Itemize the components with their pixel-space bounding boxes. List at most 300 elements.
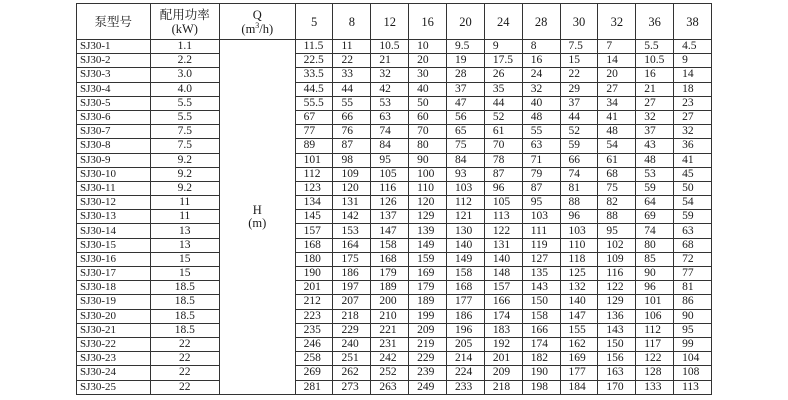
head-value-cell: 168 xyxy=(295,238,333,252)
head-value-cell: 90 xyxy=(636,267,674,281)
table-row xyxy=(77,40,712,54)
power-cell: 15 xyxy=(150,267,219,281)
head-value-cell: 105 xyxy=(484,196,522,210)
power-cell: 5.5 xyxy=(150,96,219,110)
pump-model-cell: SJ30-25 xyxy=(77,380,151,394)
head-value-cell: 100 xyxy=(409,167,447,181)
head-value-cell: 27 xyxy=(636,96,674,110)
head-value-cell: 111 xyxy=(522,224,560,238)
head-value-cell: 218 xyxy=(484,380,522,394)
head-value-cell: 10.5 xyxy=(371,40,409,54)
head-value-cell: 105 xyxy=(371,167,409,181)
head-value-cell: 189 xyxy=(371,281,409,295)
power-cell: 22 xyxy=(150,380,219,394)
head-value-cell: 81 xyxy=(560,181,598,195)
head-value-cell: 212 xyxy=(295,295,333,309)
head-value-cell: 34 xyxy=(598,96,636,110)
head-value-cell: 184 xyxy=(560,380,598,394)
table-row xyxy=(77,181,712,195)
head-value-cell: 273 xyxy=(333,380,371,394)
pump-model-cell: SJ30-18 xyxy=(77,281,151,295)
head-value-cell: 17.5 xyxy=(484,54,522,68)
head-value-cell: 153 xyxy=(333,224,371,238)
head-value-cell: 101 xyxy=(636,295,674,309)
head-value-cell: 128 xyxy=(636,366,674,380)
head-value-cell: 20 xyxy=(409,54,447,68)
pump-model-cell: SJ30-11 xyxy=(77,181,151,195)
head-value-cell: 112 xyxy=(636,323,674,337)
head-value-cell: 246 xyxy=(295,337,333,351)
head-value-cell: 89 xyxy=(295,139,333,153)
power-cell: 13 xyxy=(150,224,219,238)
head-value-cell: 281 xyxy=(295,380,333,394)
head-value-cell: 129 xyxy=(409,210,447,224)
head-value-cell: 209 xyxy=(484,366,522,380)
table-row xyxy=(77,125,712,139)
head-value-cell: 269 xyxy=(295,366,333,380)
head-value-cell: 104 xyxy=(674,352,712,366)
head-value-cell: 55 xyxy=(333,96,371,110)
head-value-cell: 80 xyxy=(409,139,447,153)
head-value-cell: 169 xyxy=(409,267,447,281)
power-cell: 9.2 xyxy=(150,181,219,195)
head-value-cell: 168 xyxy=(371,252,409,266)
head-value-cell: 103 xyxy=(447,181,485,195)
flow-value-header: 12 xyxy=(371,4,409,40)
head-unit: (m) xyxy=(248,215,267,230)
head-value-cell: 148 xyxy=(484,267,522,281)
power-cell: 9.2 xyxy=(150,153,219,167)
head-value-cell: 40 xyxy=(522,96,560,110)
flow-value-header: 16 xyxy=(409,4,447,40)
head-value-cell: 166 xyxy=(522,323,560,337)
head-value-cell: 192 xyxy=(484,337,522,351)
head-value-cell: 65 xyxy=(447,125,485,139)
head-value-cell: 50 xyxy=(674,181,712,195)
head-value-cell: 64 xyxy=(636,196,674,210)
head-value-cell: 117 xyxy=(636,337,674,351)
head-value-cell: 79 xyxy=(522,167,560,181)
head-value-cell: 63 xyxy=(371,110,409,124)
table-body xyxy=(77,40,712,395)
head-value-cell: 258 xyxy=(295,352,333,366)
head-value-cell: 53 xyxy=(371,96,409,110)
power-cell: 22 xyxy=(150,366,219,380)
head-value-cell: 50 xyxy=(409,96,447,110)
head-value-cell: 66 xyxy=(560,153,598,167)
flow-header-unit xyxy=(220,22,295,36)
head-value-cell: 85 xyxy=(636,252,674,266)
head-value-cell: 199 xyxy=(409,309,447,323)
head-value-cell: 150 xyxy=(598,337,636,351)
head-value-cell: 96 xyxy=(636,281,674,295)
power-cell: 2.2 xyxy=(150,54,219,68)
pump-model-cell: SJ30-3 xyxy=(77,68,151,82)
head-value-cell: 37 xyxy=(636,125,674,139)
head-value-cell: 27 xyxy=(674,110,712,124)
head-value-cell: 48 xyxy=(636,153,674,167)
head-value-cell: 180 xyxy=(295,252,333,266)
pump-model-cell: SJ30-23 xyxy=(77,352,151,366)
head-value-cell: 123 xyxy=(295,181,333,195)
head-value-cell: 41 xyxy=(598,110,636,124)
head-value-cell: 135 xyxy=(522,267,560,281)
head-value-cell: 218 xyxy=(333,309,371,323)
head-value-cell: 169 xyxy=(560,352,598,366)
head-value-cell: 112 xyxy=(295,167,333,181)
head-value-cell: 77 xyxy=(674,267,712,281)
head-value-cell: 242 xyxy=(371,352,409,366)
pump-model-cell: SJ30-16 xyxy=(77,252,151,266)
head-value-cell: 44 xyxy=(484,96,522,110)
head-value-cell: 44 xyxy=(333,82,371,96)
head-value-cell: 177 xyxy=(447,295,485,309)
head-value-cell: 186 xyxy=(447,309,485,323)
head-value-cell: 75 xyxy=(447,139,485,153)
head-value-cell: 136 xyxy=(598,309,636,323)
head-value-cell: 158 xyxy=(522,309,560,323)
head-value-cell: 166 xyxy=(484,295,522,309)
head-value-cell: 19 xyxy=(447,54,485,68)
head-value-cell: 190 xyxy=(295,267,333,281)
head-value-cell: 162 xyxy=(560,337,598,351)
flow-value-header: 32 xyxy=(598,4,636,40)
head-value-cell: 86 xyxy=(674,295,712,309)
head-value-cell: 163 xyxy=(598,366,636,380)
head-value-cell: 59 xyxy=(674,210,712,224)
flow-unit-open: (m xyxy=(241,21,256,36)
head-value-cell: 189 xyxy=(409,295,447,309)
table-row xyxy=(77,167,712,181)
head-value-cell: 262 xyxy=(333,366,371,380)
head-value-cell: 122 xyxy=(636,352,674,366)
power-cell: 7.5 xyxy=(150,139,219,153)
head-value-cell: 40 xyxy=(409,82,447,96)
head-value-cell: 77 xyxy=(295,125,333,139)
power-cell: 11 xyxy=(150,196,219,210)
head-value-cell: 186 xyxy=(333,267,371,281)
head-value-cell: 134 xyxy=(295,196,333,210)
head-value-cell: 174 xyxy=(522,337,560,351)
head-value-cell: 110 xyxy=(560,238,598,252)
pump-model-cell: SJ30-22 xyxy=(77,337,151,351)
head-value-cell: 177 xyxy=(560,366,598,380)
head-value-cell: 201 xyxy=(295,281,333,295)
head-value-cell: 16 xyxy=(636,68,674,82)
head-value-cell: 61 xyxy=(484,125,522,139)
head-value-cell: 235 xyxy=(295,323,333,337)
head-value-cell: 22.5 xyxy=(295,54,333,68)
head-value-cell: 81 xyxy=(674,281,712,295)
head-value-cell: 219 xyxy=(409,337,447,351)
head-value-cell: 158 xyxy=(447,267,485,281)
pump-model-cell: SJ30-10 xyxy=(77,167,151,181)
head-value-cell: 116 xyxy=(371,181,409,195)
head-value-cell: 147 xyxy=(371,224,409,238)
head-value-cell: 133 xyxy=(636,380,674,394)
head-value-cell: 190 xyxy=(522,366,560,380)
head-value-cell: 84 xyxy=(447,153,485,167)
head-value-cell: 56 xyxy=(447,110,485,124)
head-value-cell: 95 xyxy=(522,196,560,210)
head-value-cell: 158 xyxy=(371,238,409,252)
head-value-cell: 197 xyxy=(333,281,371,295)
pump-model-cell: SJ30-9 xyxy=(77,153,151,167)
head-value-cell: 90 xyxy=(409,153,447,167)
head-value-cell: 240 xyxy=(333,337,371,351)
head-value-cell: 170 xyxy=(598,380,636,394)
head-value-cell: 52 xyxy=(560,125,598,139)
head-value-cell: 9 xyxy=(484,40,522,54)
head-value-cell: 54 xyxy=(674,196,712,210)
head-value-cell: 14 xyxy=(598,54,636,68)
table-row xyxy=(77,337,712,351)
head-value-cell: 109 xyxy=(333,167,371,181)
head-value-cell: 103 xyxy=(560,224,598,238)
head-value-cell: 130 xyxy=(447,224,485,238)
head-value-cell: 67 xyxy=(295,110,333,124)
head-value-cell: 78 xyxy=(484,153,522,167)
head-value-cell: 4.5 xyxy=(674,40,712,54)
head-value-cell: 10.5 xyxy=(636,54,674,68)
head-value-cell: 159 xyxy=(409,252,447,266)
head-value-cell: 21 xyxy=(636,82,674,96)
head-value-cell: 36 xyxy=(674,139,712,153)
head-value-cell: 182 xyxy=(522,352,560,366)
head-value-cell: 69 xyxy=(636,210,674,224)
head-value-cell: 99 xyxy=(674,337,712,351)
table-row xyxy=(77,295,712,309)
head-value-cell: 16 xyxy=(522,54,560,68)
head-value-cell: 209 xyxy=(409,323,447,337)
head-value-cell: 93 xyxy=(447,167,485,181)
head-value-cell: 42 xyxy=(371,82,409,96)
head-value-cell: 32 xyxy=(371,68,409,82)
head-value-cell: 74 xyxy=(560,167,598,181)
table-row xyxy=(77,252,712,266)
head-value-cell: 140 xyxy=(560,295,598,309)
head-value-cell: 44.5 xyxy=(295,82,333,96)
pump-model-cell: SJ30-12 xyxy=(77,196,151,210)
head-value-cell: 175 xyxy=(333,252,371,266)
head-value-cell: 32 xyxy=(674,125,712,139)
head-value-cell: 122 xyxy=(598,281,636,295)
head-value-cell: 157 xyxy=(484,281,522,295)
head-value-cell: 41 xyxy=(674,153,712,167)
head-value-cell: 70 xyxy=(484,139,522,153)
head-value-cell: 150 xyxy=(522,295,560,309)
head-value-cell: 98 xyxy=(333,153,371,167)
head-value-cell: 101 xyxy=(295,153,333,167)
head-value-cell: 11 xyxy=(333,40,371,54)
head-value-cell: 119 xyxy=(522,238,560,252)
head-value-cell: 70 xyxy=(409,125,447,139)
head-value-cell: 60 xyxy=(409,110,447,124)
power-cell: 15 xyxy=(150,252,219,266)
power-cell: 4.0 xyxy=(150,82,219,96)
head-value-cell: 125 xyxy=(560,267,598,281)
head-value-cell: 198 xyxy=(522,380,560,394)
head-value-cell: 196 xyxy=(447,323,485,337)
head-value-cell: 132 xyxy=(560,281,598,295)
pump-model-cell: SJ30-7 xyxy=(77,125,151,139)
head-value-cell: 120 xyxy=(409,196,447,210)
head-value-cell: 109 xyxy=(598,252,636,266)
head-value-cell: 82 xyxy=(598,196,636,210)
head-value-cell: 251 xyxy=(333,352,371,366)
head-value-cell: 221 xyxy=(371,323,409,337)
head-value-cell: 59 xyxy=(636,181,674,195)
head-value-cell: 22 xyxy=(560,68,598,82)
power-header xyxy=(150,4,219,40)
pump-model-cell: SJ30-2 xyxy=(77,54,151,68)
flow-value-header: 5 xyxy=(295,4,333,40)
table-row xyxy=(77,96,712,110)
head-value-cell: 72 xyxy=(674,252,712,266)
pump-model-cell: SJ30-19 xyxy=(77,295,151,309)
head-value-cell: 87 xyxy=(522,181,560,195)
head-value-cell: 10 xyxy=(409,40,447,54)
table-row xyxy=(77,366,712,380)
head-value-cell: 110 xyxy=(409,181,447,195)
head-value-cell: 156 xyxy=(598,352,636,366)
head-value-cell: 54 xyxy=(598,139,636,153)
power-cell: 22 xyxy=(150,352,219,366)
head-value-cell: 149 xyxy=(409,238,447,252)
head-value-cell: 48 xyxy=(598,125,636,139)
head-value-cell: 9 xyxy=(674,54,712,68)
power-cell: 3.0 xyxy=(150,68,219,82)
head-value-cell: 155 xyxy=(560,323,598,337)
flow-value-header: 38 xyxy=(674,4,712,40)
head-value-cell: 131 xyxy=(333,196,371,210)
head-value-cell: 61 xyxy=(598,153,636,167)
head-value-cell: 32 xyxy=(636,110,674,124)
pump-model-cell: SJ30-1 xyxy=(77,40,151,54)
head-value-cell: 95 xyxy=(674,323,712,337)
head-value-cell: 224 xyxy=(447,366,485,380)
head-value-cell: 33.5 xyxy=(295,68,333,82)
head-value-cell: 183 xyxy=(484,323,522,337)
head-label-cell xyxy=(219,40,295,395)
pump-model-cell: SJ30-6 xyxy=(77,110,151,124)
table-row xyxy=(77,352,712,366)
head-value-cell: 63 xyxy=(674,224,712,238)
head-value-cell: 63 xyxy=(522,139,560,153)
head-value-cell: 149 xyxy=(447,252,485,266)
head-value-cell: 45 xyxy=(674,167,712,181)
head-value-cell: 112 xyxy=(447,196,485,210)
power-header-label: 配用功率 xyxy=(159,6,210,22)
pump-performance-table xyxy=(76,3,712,395)
head-value-cell: 71 xyxy=(522,153,560,167)
head-value-cell: 231 xyxy=(371,337,409,351)
head-value-cell: 8 xyxy=(522,40,560,54)
flow-value-header: 20 xyxy=(447,4,485,40)
head-value-cell: 143 xyxy=(598,323,636,337)
table-row xyxy=(77,238,712,252)
power-cell: 1.1 xyxy=(150,40,219,54)
head-value-cell: 24 xyxy=(522,68,560,82)
head-value-cell: 68 xyxy=(674,238,712,252)
head-value-cell: 55 xyxy=(522,125,560,139)
head-value-cell: 95 xyxy=(598,224,636,238)
head-value-cell: 18 xyxy=(674,82,712,96)
head-value-cell: 32 xyxy=(522,82,560,96)
flow-header xyxy=(219,4,295,40)
pump-model-cell: SJ30-8 xyxy=(77,139,151,153)
head-value-cell: 43 xyxy=(636,139,674,153)
head-value-cell: 96 xyxy=(484,181,522,195)
head-value-cell: 37 xyxy=(560,96,598,110)
head-value-cell: 214 xyxy=(447,352,485,366)
flow-value-header: 36 xyxy=(636,4,674,40)
head-value-cell: 5.5 xyxy=(636,40,674,54)
head-value-cell: 131 xyxy=(484,238,522,252)
power-cell: 5.5 xyxy=(150,110,219,124)
head-value-cell: 23 xyxy=(674,96,712,110)
head-value-cell: 137 xyxy=(371,210,409,224)
head-value-cell: 174 xyxy=(484,309,522,323)
head-value-cell: 145 xyxy=(295,210,333,224)
power-cell: 7.5 xyxy=(150,125,219,139)
table-row xyxy=(77,82,712,96)
head-value-cell: 30 xyxy=(409,68,447,82)
head-value-cell: 74 xyxy=(636,224,674,238)
flow-header-label: Q xyxy=(252,7,262,22)
pump-model-cell: SJ30-24 xyxy=(77,366,151,380)
table-row xyxy=(77,54,712,68)
head-value-cell: 200 xyxy=(371,295,409,309)
head-value-cell: 75 xyxy=(598,181,636,195)
head-value-cell: 52 xyxy=(484,110,522,124)
head-value-cell: 15 xyxy=(560,54,598,68)
head-value-cell: 229 xyxy=(333,323,371,337)
flow-unit-exponent: 3 xyxy=(255,20,260,30)
flow-value-header: 24 xyxy=(484,4,522,40)
pump-model-cell: SJ30-20 xyxy=(77,309,151,323)
table-row xyxy=(77,323,712,337)
power-cell: 22 xyxy=(150,337,219,351)
head-value-cell: 59 xyxy=(560,139,598,153)
head-value-cell: 120 xyxy=(333,181,371,195)
head-value-cell: 168 xyxy=(447,281,485,295)
head-value-cell: 139 xyxy=(409,224,447,238)
power-cell: 18.5 xyxy=(150,323,219,337)
head-value-cell: 179 xyxy=(371,267,409,281)
flow-value-header: 8 xyxy=(333,4,371,40)
power-cell: 18.5 xyxy=(150,281,219,295)
head-value-cell: 88 xyxy=(598,210,636,224)
head-value-cell: 66 xyxy=(333,110,371,124)
head-value-cell: 127 xyxy=(522,252,560,266)
head-value-cell: 27 xyxy=(598,82,636,96)
head-value-cell: 106 xyxy=(636,309,674,323)
head-value-cell: 201 xyxy=(484,352,522,366)
head-value-cell: 80 xyxy=(636,238,674,252)
head-value-cell: 68 xyxy=(598,167,636,181)
head-value-cell: 102 xyxy=(598,238,636,252)
power-cell: 13 xyxy=(150,238,219,252)
table-row xyxy=(77,139,712,153)
head-value-cell: 140 xyxy=(484,252,522,266)
head-value-cell: 249 xyxy=(409,380,447,394)
head-value-cell: 21 xyxy=(371,54,409,68)
head-value-cell: 113 xyxy=(484,210,522,224)
head-value-cell: 103 xyxy=(522,210,560,224)
flow-value-header: 30 xyxy=(560,4,598,40)
head-value-cell: 28 xyxy=(447,68,485,82)
